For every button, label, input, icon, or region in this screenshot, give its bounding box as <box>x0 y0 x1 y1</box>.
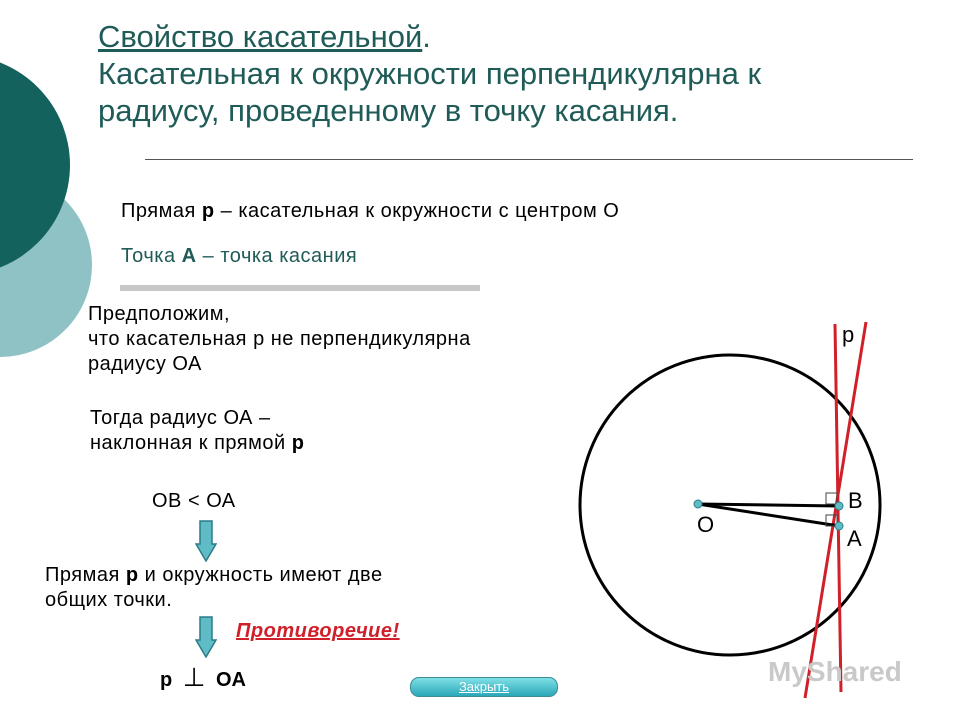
then-line-2-bold: р <box>291 432 305 454</box>
two-points-bold: р <box>125 564 139 586</box>
two-points-rest: и окружность имеют две <box>138 564 383 586</box>
then-text <box>90 406 304 456</box>
contradiction-text: Противоречие! <box>236 620 400 642</box>
slide-title <box>98 18 918 129</box>
assume-line-2: что касательная р не перпендикулярна <box>88 328 471 350</box>
point-O <box>694 500 702 508</box>
point-A <box>835 522 843 530</box>
conclusion-text <box>160 662 247 693</box>
down-arrow-icon <box>195 520 217 562</box>
s1-prefix: Прямая <box>121 200 202 222</box>
label-A: А <box>847 526 862 551</box>
s1-rest: – касательная к окружности с центром О <box>214 200 620 222</box>
assume-line-3: радиусу ОА <box>88 353 202 375</box>
tangent-diagram <box>530 310 890 710</box>
title-line-3: радиусу, проведенному в точку касания. <box>98 93 679 128</box>
down-arrow-icon <box>195 616 217 658</box>
conclusion-p: р <box>160 669 173 691</box>
assume-line-1: Предположим, <box>88 303 231 325</box>
s2-prefix: Точка <box>121 245 182 267</box>
point-B <box>835 502 843 510</box>
then-line-2-prefix: наклонная к прямой <box>90 432 292 454</box>
title-dot: . <box>422 19 431 54</box>
two-points-text <box>45 563 383 613</box>
assumption-text <box>88 302 471 377</box>
statement-tangent <box>121 199 619 224</box>
perpendicular-symbol: ⊥ <box>182 662 206 692</box>
segment-OA <box>698 504 839 526</box>
then-line-1: Тогда радиус ОА – <box>90 407 271 429</box>
gray-divider <box>120 285 480 291</box>
inequality-text: ОВ < ОА <box>152 490 236 512</box>
title-line-2: Касательная к окружности перпендикулярна к <box>98 56 762 91</box>
close-button[interactable]: Закрыть <box>410 677 558 697</box>
label-O: О <box>697 512 715 537</box>
label-B: В <box>848 488 863 513</box>
s2-rest: – точка касания <box>196 245 358 267</box>
label-p: р <box>842 322 855 347</box>
s2-bold: А <box>181 245 197 267</box>
conclusion-oa: ОА <box>216 669 247 691</box>
two-points-prefix: Прямая <box>45 564 126 586</box>
two-points-line-2: общих точки. <box>45 589 173 611</box>
s1-bold: р <box>201 200 215 222</box>
watermark: MyShared <box>768 656 902 687</box>
segment-OB <box>698 504 839 506</box>
statement-point <box>121 244 357 269</box>
title-link[interactable]: Свойство касательной <box>98 19 423 54</box>
title-divider <box>145 159 913 160</box>
